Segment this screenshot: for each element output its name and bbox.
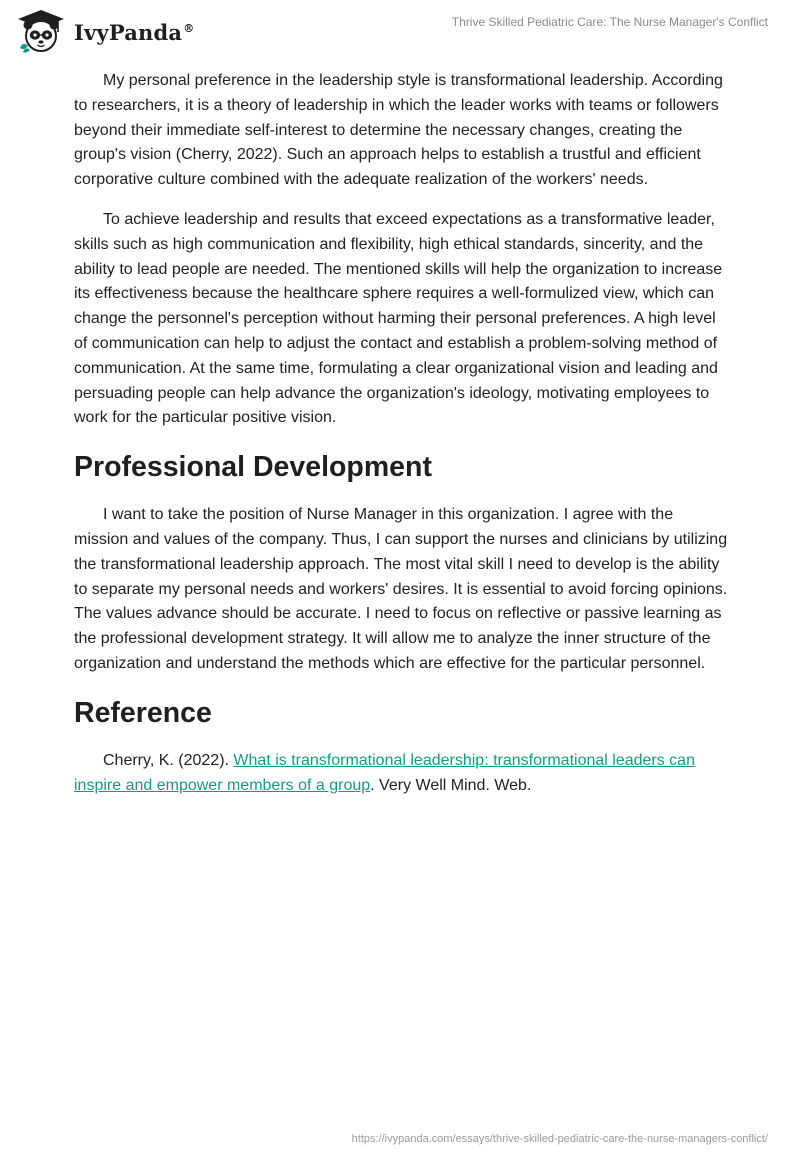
paragraph-leadership-preference: My personal preference in the leadership style is transformational leadership. According to researchers, it is a theory of leadership in which the leader works with teams or followers beyond their immediate self-interest to determine the necessary changes, creating the group's vision (Cherry, 2022). Such an approach helps to establish a trustful and efficient corporative culture combined with the adequate realization of the workers' needs. (74, 72, 723, 189)
page-header (0, 0, 800, 60)
logo-text: IvyPanda® (74, 19, 195, 45)
reference-entry (74, 749, 729, 799)
document-title: Thrive Skilled Pediatric Care: The Nurse Manager's Conflict (451, 15, 768, 29)
panda-graduate-icon (14, 8, 68, 54)
reference-link[interactable]: What is transformational leadership: transformational leaders can inspire and empower members of a group (74, 751, 695, 794)
heading-reference: Reference (74, 696, 212, 729)
registered-mark: ® (183, 21, 195, 35)
reference-prefix: Cherry, K. (2022). (103, 751, 234, 769)
reference-suffix: . Very Well Mind. Web. (370, 776, 532, 794)
heading-professional-development: Professional Development (74, 451, 432, 484)
ivypanda-logo[interactable] (14, 8, 194, 54)
footer-url: https://ivypanda.com/essays/thrive-skilled-pediatric-care-the-nurse-managers-conflict/ (351, 1133, 768, 1145)
paragraph-leadership-skills: To achieve leadership and results that exceed expectations as a transformative leader, skills such as high communication and flexibility, high ethical standards, sincerity, and the ability to lead people are needed. The mentioned skills will help the organization to increase its effectiveness because the healthcare sphere requires a well-formulized view, which can change the personnel's perception without harming their personal preferences. A high level of communication can help to adjust the contact and establish a problem-solving method of communication. At the same time, formulating a clear organizational vision and leading and persuading people can help advance the organization's ideology, motivating employees to work for the particular positive vision. (74, 210, 723, 427)
paragraph-professional-development: I want to take the position of Nurse Manager in this organization. I agree with the mission and values of the company. Thus, I can support the nurses and clinicians by utilizing the transformational leadership approach. The most vital skill I need to develop is the ability to separate my personal needs and workers' desires. It is essential to avoid forcing opinions. The values advance should be accurate. I need to focus on reflective or passive learning as the professional development strategy. It will allow me to analyze the inner structure of the organization and understand the methods which are effective for the particular personnel. (74, 506, 728, 672)
essay-content (74, 69, 729, 813)
